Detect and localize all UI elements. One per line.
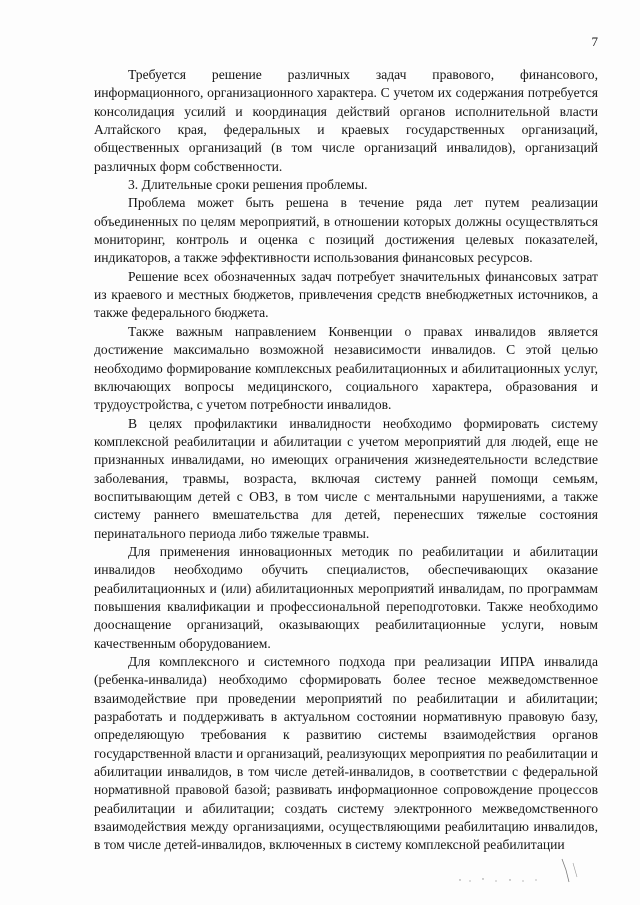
document-body [94, 66, 598, 855]
scan-artifact-marks [452, 855, 592, 885]
paragraph-4: Решение всех обозначенных задач потребует значительных финансовых затрат из краевого и местных бюджетов, привлечения средств внебюджетных источников, а также федерального бюджета. [94, 268, 598, 321]
page-number: 7 [591, 34, 598, 49]
paragraph-5: Также важным направлением Конвенции о правах инвалидов является достижение максимально возможной независимости инвалидов. С этой целью необходимо формирование комплексных реабилитационных и абилитационных услуг, включающих вопросы медицинского, социального характера, образования и трудоустройства, с учетом потребности инвалидов. [94, 323, 598, 413]
paragraph-6: В целях профилактики инвалидности необходимо формировать систему комплексной реабилитации и абилитации с учетом мероприятий для людей, еще не признанных инвалидами, но имеющих ограничения жизнедеятельности вследствие заболевания, травмы, возраста, включая систему ранней помощи семьям, воспитывающим детей с ОВЗ, в том числе с ментальными нарушениями, а также систему раннего вмешательства для детей, перенесших тяжелые состояния перинатального периода либо тяжелые травмы. [94, 415, 598, 541]
paragraph-3: Проблема может быть решена в течение ряда лет путем реализации объединенных по целям мероприятий, в отношении которых должны осуществляться мониторинг, контроль и оценка с позиций достижения целевых показателей, индикаторов, а также эффективности использования финансовых ресурсов. [94, 195, 598, 266]
paragraph-8: Для комплексного и системного подхода при реализации ИПРА инвалида (ребенка-инвалида) необходимо сформировать более тесное межведомственное взаимодействие при проведении мероприятий по реабилитации и абилитации; разработать и поддерживать в актуальном состоянии нормативную правовую базу, определяющую требования к развитию системы взаимодействия органов государственной власти и организаций, реализующих мероприятия по реабилитации и абилитации инвалидов, в том числе детей-инвалидов, в соответствии с федеральной нормативной правовой базой; развивать информационное сопровождение процессов реабилитации и абилитации; создать систему электронного межведомственного взаимодействия между организациями, осуществляющими реабилитацию инвалидов, в том числе детей-инвалидов, включенных в систему комплексной реабилитации [94, 654, 598, 853]
paragraph-7: Для применения инновационных методик по реабилитации и абилитации инвалидов необходимо обучить специалистов, обеспечивающих оказание реабилитационных и (или) абилитационных мероприятий инвалидам, по программам повышения квалификации и профессиональной переподготовки. Также необходимо дооснащение организаций, оказывающих реабилитационные услуги, новым качественным оборудованием. [94, 543, 598, 651]
paragraph-1: Требуется решение различных задач правового, финансового, информационного, организационного характера. С учетом их содержания потребуется консолидация усилий и координация действий органов исполнительной власти Алтайского края, федеральных и краевых государственных организаций, общественных организаций (в том числе организаций инвалидов), организаций различных форм собственности. [94, 67, 598, 174]
paragraph-2: 3. Длительные сроки решения проблемы. [128, 177, 368, 193]
